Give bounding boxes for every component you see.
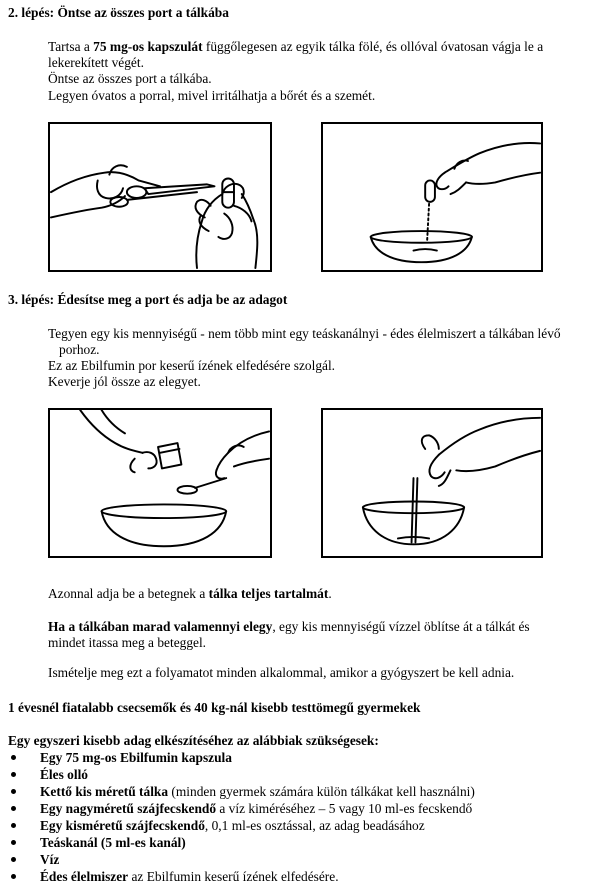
step3-heading: 3. lépés: Édesítse meg a port és adja be az adagot <box>8 292 288 307</box>
section-subheading: Egy egyszeri kisebb adag elkészítéséhez az alábbiak szükségesek: <box>8 733 379 748</box>
list-item: Éles olló <box>0 766 600 783</box>
step3-paragraph-5-cont: mindet itassa meg a beteggel. <box>48 635 207 650</box>
step3-paragraph-1: Tegyen egy kis mennyiségű - nem több mint egy teáskanálnyi - édes élelmiszert a tálkában lévő <box>48 326 561 341</box>
step3-paragraph-2: Ez az Ebilfumin por keserű ízének elfedésére szolgál. <box>48 358 336 373</box>
step2-paragraph-1: Tartsa a 75 mg-os kapszulát függőlegesen az egyik tálka fölé, és ollóval óvatosan vágja le a <box>48 39 544 54</box>
list-item: Egy nagyméretű szájfecskendő a víz kiméréséhez – 5 vagy 10 ml-es fecskendő <box>0 800 600 817</box>
step2-paragraph-3: Legyen óvatos a porral, mivel irritálhatja a bőrét és a szemét. <box>48 88 376 103</box>
figure-stir-mixture <box>321 408 543 558</box>
pour-powder-bowl-illustration <box>323 124 541 270</box>
list-item: Egy 75 mg-os Ebilfumin kapszula <box>0 749 600 766</box>
figure-cut-capsule <box>48 122 272 272</box>
list-item: Kettő kis méretű tálka (minden gyermek számára külön tálkákat kell használni) <box>0 783 600 800</box>
list-item: Teáskanál (5 ml-es kanál) <box>0 834 600 851</box>
step3-paragraph-6: Ismételje meg ezt a folyamatot minden alkalommal, amikor a gyógyszert be kell adnia. <box>48 665 515 680</box>
step2-paragraph-2: Öntse az összes port a tálkába. <box>48 71 212 86</box>
required-items-list <box>0 749 600 885</box>
stir-mixture-illustration <box>323 410 541 556</box>
step3-paragraph-4: Azonnal adja be a betegnek a tálka teljes tartalmát. <box>48 586 332 601</box>
step2-heading: 2. lépés: Öntse az összes port a tálkába <box>8 5 229 20</box>
figure-pour-powder <box>321 122 543 272</box>
spoon-sweet-food-illustration <box>50 410 270 556</box>
figure-add-sweet-food <box>48 408 272 558</box>
step3-paragraph-3: Keverje jól össze az elegyet. <box>48 374 201 389</box>
scissors-cutting-capsule-illustration <box>50 124 270 270</box>
list-item: Egy kisméretű szájfecskendő, 0,1 ml-es osztással, az adag beadásához <box>0 817 600 834</box>
section-heading: 1 évesnél fiatalabb csecsemők és 40 kg-nál kisebb testtömegű gyermekek <box>8 700 421 715</box>
list-item: Víz <box>0 851 600 868</box>
step2-paragraph-1-cont: lekerekített végét. <box>48 55 144 70</box>
step3-paragraph-1-cont: porhoz. <box>59 342 100 357</box>
list-item: Édes élelmiszer az Ebilfumin keserű ízének elfedésére. <box>0 868 600 885</box>
step3-paragraph-5: Ha a tálkában marad valamennyi elegy, egy kis mennyiségű vízzel öblítse át a tálkát és <box>48 619 530 634</box>
